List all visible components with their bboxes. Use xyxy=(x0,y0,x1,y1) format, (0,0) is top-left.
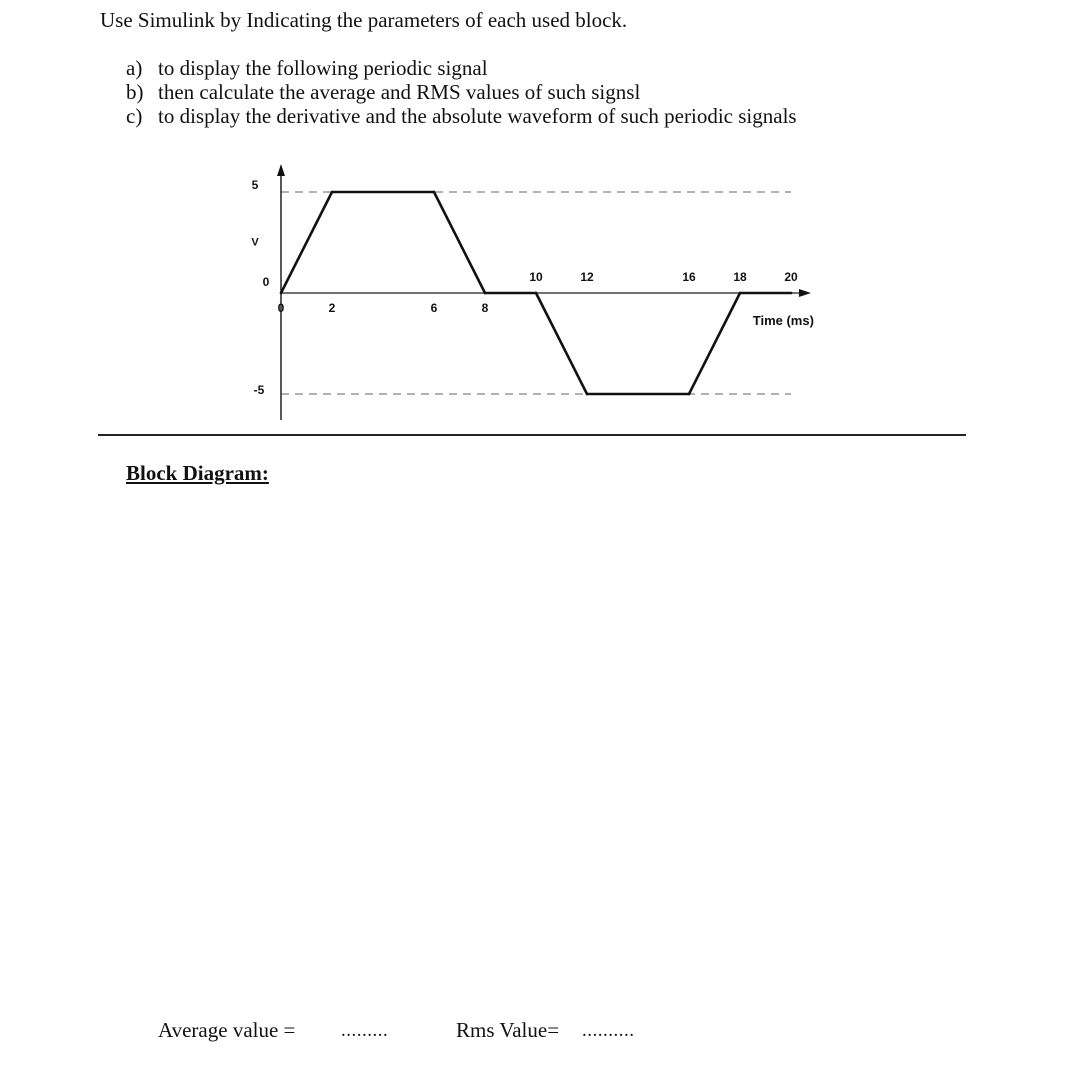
task-b-label: b) xyxy=(126,80,144,104)
y-axis-label: V xyxy=(251,236,259,249)
y-tick-5: 5 xyxy=(251,178,259,192)
x-tick-label: 0 xyxy=(277,301,285,315)
x-tick-label: 20 xyxy=(784,270,798,284)
rms-value-label: Rms Value= xyxy=(456,1018,560,1042)
x-tick-label: 18 xyxy=(733,270,747,284)
section-divider xyxy=(98,434,966,436)
rms-value-blank: .......... xyxy=(582,1020,635,1041)
signal-waveform-chart xyxy=(0,0,1078,440)
average-value-label: Average value = xyxy=(158,1018,296,1042)
task-c-label: c) xyxy=(126,104,143,128)
y-tick-neg5: -5 xyxy=(253,383,265,397)
task-c-text: to display the derivative and the absolute waveform of such periodic signals xyxy=(158,104,797,128)
y-tick-0: 0 xyxy=(262,275,270,289)
waveform-segment xyxy=(281,192,332,293)
waveform-segment xyxy=(434,192,485,293)
intro-text: Use Simulink by Indicating the parameters of each used block. xyxy=(100,8,628,32)
waveform-segment xyxy=(536,293,587,394)
x-tick-label: 2 xyxy=(328,301,336,315)
average-value-blank: ......... xyxy=(341,1020,389,1041)
waveform-segment xyxy=(689,293,740,394)
task-b-text: then calculate the average and RMS values of such signsl xyxy=(158,80,641,104)
x-tick-label: 16 xyxy=(682,270,696,284)
task-a-label: a) xyxy=(126,56,143,80)
x-tick-label: 10 xyxy=(529,270,543,284)
task-a-text: to display the following periodic signal xyxy=(158,56,488,80)
x-tick-label: 8 xyxy=(481,301,489,315)
y-axis-arrow xyxy=(277,164,285,176)
x-tick-label: 6 xyxy=(430,301,438,315)
x-tick-label: 12 xyxy=(580,270,594,284)
block-diagram-heading: Block Diagram: xyxy=(126,461,269,485)
x-axis-label: Time (ms) xyxy=(752,313,814,328)
x-axis-arrow xyxy=(799,289,811,297)
